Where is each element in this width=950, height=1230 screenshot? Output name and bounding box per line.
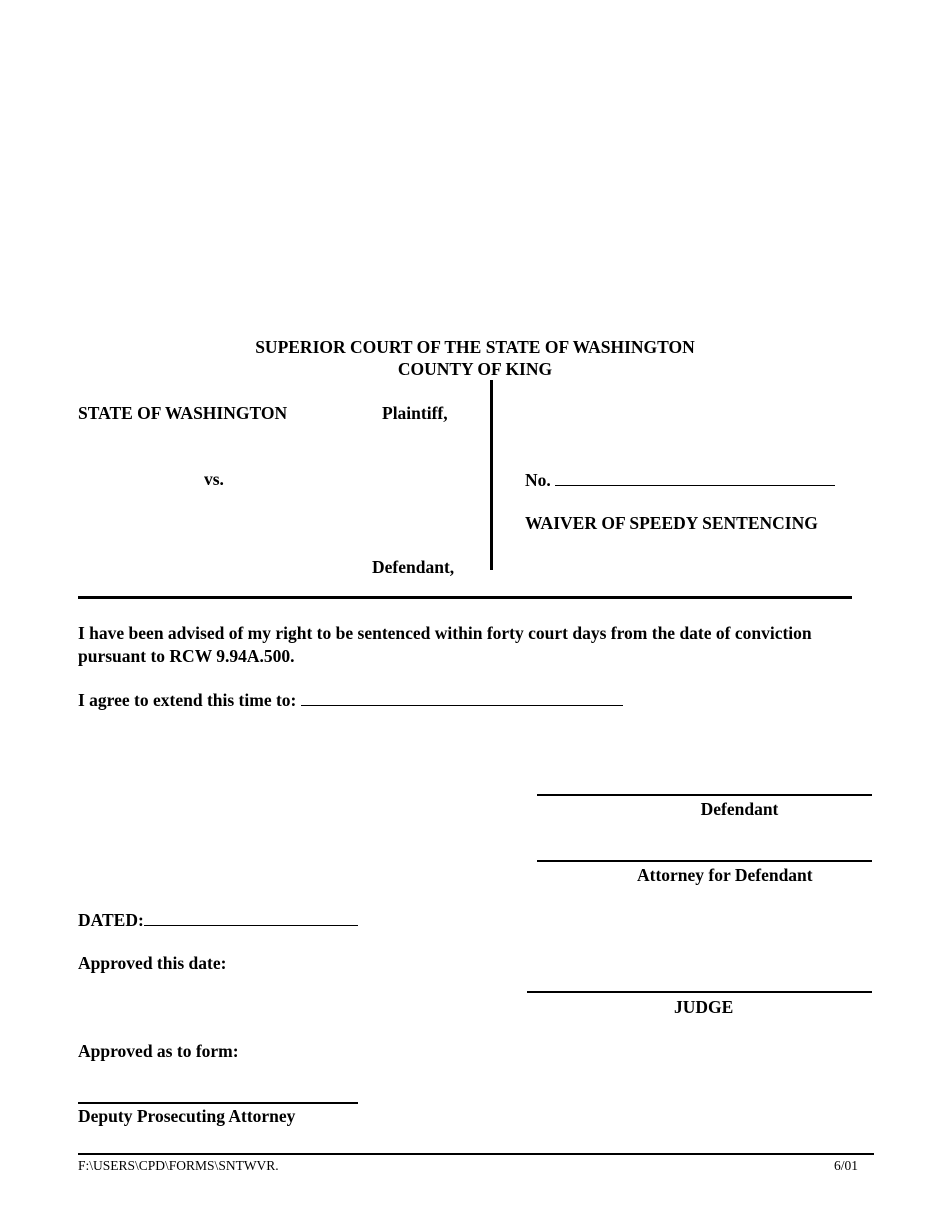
advisement-line-1: I have been advised of my right to be sentenced within forty court days from the date of conviction xyxy=(78,623,812,643)
caption-bottom-rule xyxy=(78,596,852,599)
caption-divider xyxy=(490,380,493,570)
approved-form-label: Approved as to form: xyxy=(78,1041,239,1061)
dated-blank[interactable] xyxy=(144,909,358,926)
prosecutor-signature-line[interactable] xyxy=(78,1102,358,1104)
document-title: WAIVER OF SPEEDY SENTENCING xyxy=(525,513,818,533)
defendant-signature-line[interactable] xyxy=(537,794,872,796)
defendant-signature-label: Defendant xyxy=(700,799,779,819)
case-number-field[interactable] xyxy=(525,469,835,492)
approved-date-label: Approved this date: xyxy=(78,953,227,973)
footer-revision: 6/01 xyxy=(834,1158,859,1173)
judge-signature-label: JUDGE xyxy=(674,997,734,1017)
plaintiff-name: STATE OF WASHINGTON xyxy=(78,403,288,423)
dated-label: DATED: xyxy=(78,910,144,930)
attorney-signature-label: Attorney for Defendant xyxy=(637,865,813,885)
dated-field[interactable] xyxy=(78,909,358,932)
attorney-signature-line[interactable] xyxy=(537,860,872,862)
advisement-line-2: pursuant to RCW 9.94A.500. xyxy=(78,646,295,666)
footer-file-path: F:\USERS\CPD\FORMS\SNTWVR. xyxy=(78,1158,279,1173)
court-title: SUPERIOR COURT OF THE STATE OF WASHINGTON xyxy=(255,337,695,357)
extend-time-blank[interactable] xyxy=(301,689,623,706)
judge-signature-line[interactable] xyxy=(527,991,872,993)
case-number-label: No. xyxy=(525,470,551,490)
plaintiff-label: Plaintiff, xyxy=(382,403,448,423)
defendant-label: Defendant, xyxy=(372,557,455,577)
prosecutor-signature-label: Deputy Prosecuting Attorney xyxy=(78,1106,296,1126)
extend-time-label: I agree to extend this time to: xyxy=(78,690,297,710)
county-title: COUNTY OF KING xyxy=(397,359,553,379)
versus-label: vs. xyxy=(204,469,224,489)
footer-rule xyxy=(78,1153,874,1155)
case-number-blank[interactable] xyxy=(555,469,835,486)
extend-time-field[interactable] xyxy=(78,689,623,712)
